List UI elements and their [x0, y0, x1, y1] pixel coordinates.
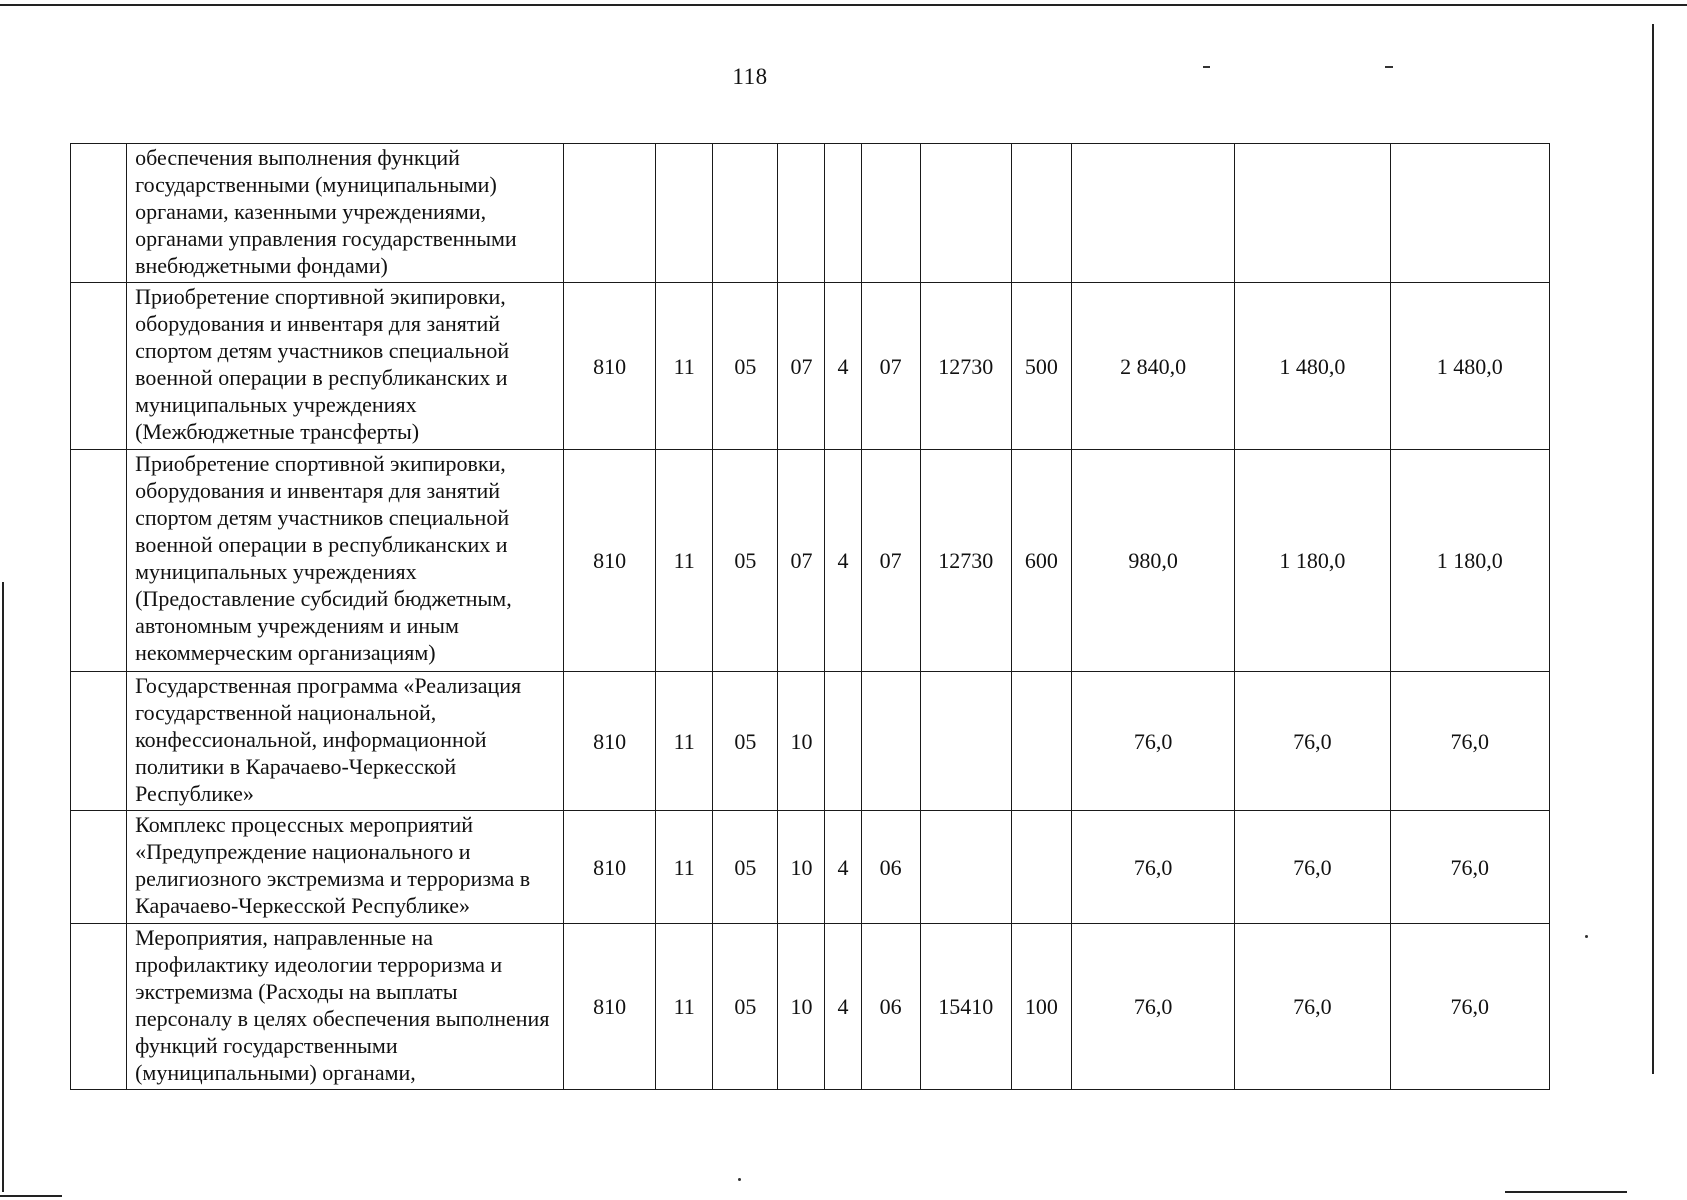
table-row: [71, 450, 1550, 672]
description-cell: обеспечения выполнения функций государственными (муниципальными) органами, казенными учреждениями, органами управления государственными внебюджетными фондами): [127, 144, 564, 283]
sum-cell-2: 1 180,0: [1235, 450, 1390, 672]
rz-cell: [656, 144, 713, 283]
pr-cell: 05: [713, 283, 778, 450]
csr-complex-cell: 06: [861, 924, 920, 1090]
csr-type-cell: [825, 672, 861, 811]
rz-cell: 11: [656, 450, 713, 672]
ved-cell: 810: [563, 924, 655, 1090]
csr-type-cell: 4: [825, 924, 861, 1090]
csr-complex-cell: 07: [861, 283, 920, 450]
table-row: [71, 924, 1550, 1090]
row-number-cell: [71, 283, 127, 450]
scan-speck: [1585, 935, 1588, 938]
ved-cell: 810: [563, 450, 655, 672]
csr-program-cell: [778, 144, 825, 283]
ved-cell: 810: [563, 811, 655, 924]
pr-cell: 05: [713, 924, 778, 1090]
description-cell: Комплекс процессных мероприятий «Предупреждение национального и религиозного экстремизма и терроризма в Карачаево-Черкесской Республике»: [127, 811, 564, 924]
scan-speck: [1385, 66, 1393, 68]
csr-type-cell: [825, 144, 861, 283]
scan-border-right: [1652, 24, 1654, 1074]
vr-cell: [1011, 672, 1071, 811]
vr-cell: 600: [1011, 450, 1071, 672]
csr-complex-cell: [861, 144, 920, 283]
table-row: [71, 811, 1550, 924]
csr-direction-cell: [920, 672, 1011, 811]
sum-cell-3: [1390, 144, 1549, 283]
sum-cell-3: 76,0: [1390, 924, 1549, 1090]
scan-speck: [1203, 66, 1210, 68]
csr-complex-cell: [861, 672, 920, 811]
sum-cell-3: 1 180,0: [1390, 450, 1549, 672]
pr-cell: 05: [713, 672, 778, 811]
csr-program-cell: 10: [778, 924, 825, 1090]
csr-direction-cell: 12730: [920, 450, 1011, 672]
sum-cell-3: 76,0: [1390, 811, 1549, 924]
sum-cell-2: 76,0: [1235, 924, 1390, 1090]
csr-program-cell: 10: [778, 811, 825, 924]
csr-program-cell: 07: [778, 450, 825, 672]
description-cell: Мероприятия, направленные на профилактику идеологии терроризма и экстремизма (Расходы на выплаты персоналу в целях обеспечения выполнения функций государственными (муниципальными) органами,: [127, 924, 564, 1090]
description-cell: Приобретение спортивной экипировки, оборудования и инвентаря для занятий спортом детям участников специальной военной операции в республиканских и муниципальных учреждениях (Межбюджетные трансферты): [127, 283, 564, 450]
rz-cell: 11: [656, 924, 713, 1090]
rz-cell: 11: [656, 283, 713, 450]
ved-cell: 810: [563, 672, 655, 811]
csr-direction-cell: [920, 144, 1011, 283]
sum-cell-1: [1071, 144, 1234, 283]
table-row: [71, 283, 1550, 450]
csr-program-cell: 07: [778, 283, 825, 450]
csr-direction-cell: 12730: [920, 283, 1011, 450]
rz-cell: 11: [656, 811, 713, 924]
sum-cell-1: 980,0: [1071, 450, 1234, 672]
vr-cell: 100: [1011, 924, 1071, 1090]
sum-cell-2: 1 480,0: [1235, 283, 1390, 450]
csr-direction-cell: 15410: [920, 924, 1011, 1090]
row-number-cell: [71, 672, 127, 811]
scan-speck: [738, 1178, 741, 1181]
sum-cell-1: 76,0: [1071, 924, 1234, 1090]
csr-type-cell: 4: [825, 450, 861, 672]
scan-border-top: [0, 4, 1687, 6]
sum-cell-1: 2 840,0: [1071, 283, 1234, 450]
sum-cell-2: 76,0: [1235, 811, 1390, 924]
ved-cell: [563, 144, 655, 283]
pr-cell: [713, 144, 778, 283]
sum-cell-3: 76,0: [1390, 672, 1549, 811]
sum-cell-3: 1 480,0: [1390, 283, 1549, 450]
pr-cell: 05: [713, 811, 778, 924]
sum-cell-1: 76,0: [1071, 672, 1234, 811]
row-number-cell: [71, 924, 127, 1090]
description-cell: Государственная программа «Реализация государственной национальной, конфессиональной, информационной политики в Карачаево-Черкесской Республике»: [127, 672, 564, 811]
vr-cell: 500: [1011, 283, 1071, 450]
scan-border-bottom-left: [0, 1195, 62, 1197]
pr-cell: 05: [713, 450, 778, 672]
vr-cell: [1011, 144, 1071, 283]
sum-cell-2: [1235, 144, 1390, 283]
scan-border-left: [2, 582, 4, 1192]
row-number-cell: [71, 450, 127, 672]
scan-border-bottom-right: [1505, 1191, 1627, 1193]
csr-complex-cell: 06: [861, 811, 920, 924]
sum-cell-1: 76,0: [1071, 811, 1234, 924]
page-number: 118: [732, 64, 768, 89]
row-number-cell: [71, 144, 127, 283]
budget-table: [70, 143, 1550, 1090]
row-number-cell: [71, 811, 127, 924]
table-row: [71, 672, 1550, 811]
vr-cell: [1011, 811, 1071, 924]
csr-type-cell: 4: [825, 283, 861, 450]
csr-program-cell: 10: [778, 672, 825, 811]
csr-complex-cell: 07: [861, 450, 920, 672]
ved-cell: 810: [563, 283, 655, 450]
csr-type-cell: 4: [825, 811, 861, 924]
csr-direction-cell: [920, 811, 1011, 924]
sum-cell-2: 76,0: [1235, 672, 1390, 811]
description-cell: Приобретение спортивной экипировки, оборудования и инвентаря для занятий спортом детям участников специальной военной операции в республиканских и муниципальных учреждениях (Предоставление субсидий бюджетным, автономным учреждениям и иным некоммерческим организациям): [127, 450, 564, 672]
table-row: [71, 144, 1550, 283]
rz-cell: 11: [656, 672, 713, 811]
